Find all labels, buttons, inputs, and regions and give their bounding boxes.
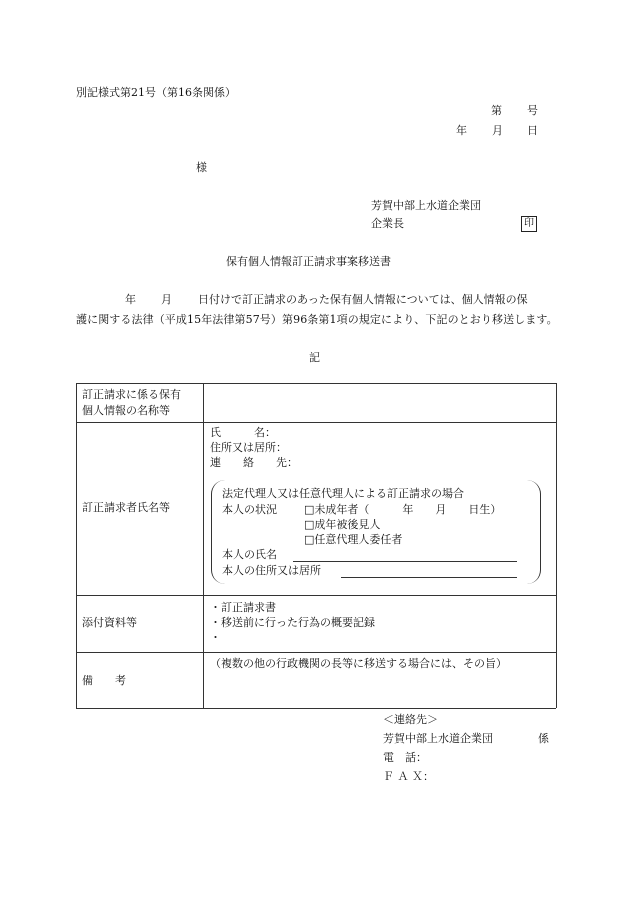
principal-address: [222, 564, 321, 577]
principal-name-label: 本人の氏名: [222, 548, 277, 561]
table-rule: [76, 595, 556, 596]
principal-name: [222, 548, 277, 561]
addressee-suffix: 様: [196, 161, 207, 174]
table-rule: [556, 383, 557, 708]
table-rule: [203, 383, 204, 708]
body-year: 年: [125, 293, 136, 306]
remarks-note: （複数の他の行政機関の長等に移送する場合には、その旨）: [210, 657, 507, 670]
status-option-delegator: □任意代理人委任者: [304, 533, 403, 546]
body-month: 月: [161, 293, 172, 306]
requester-contact-label: 連 絡 先：: [210, 456, 298, 469]
sender-org: 芳賀中部上水道企業団: [371, 199, 481, 212]
row1-label-line1: 訂正請求に係る保有: [82, 388, 181, 401]
table-rule: [76, 708, 556, 709]
requester-address-label: 住所又は居所：: [210, 441, 287, 454]
status-label: 本人の状況: [222, 503, 277, 516]
contact-fax: Ｆ Ａ Ｘ：: [383, 770, 434, 783]
ki-heading: 記: [309, 351, 320, 364]
row2-label: 訂正請求者氏名等: [82, 501, 170, 514]
doc-title: 保有個人情報訂正請求事案移送書: [226, 255, 391, 268]
contact-heading: ＜連絡先＞: [383, 713, 438, 726]
table-rule: [76, 422, 556, 423]
table-rule: [76, 383, 556, 384]
principal-address-label: 本人の住所又は居所: [222, 564, 321, 577]
body-line2: 護に関する法律（平成15年法律第57号）第96条第1項の規定により、下記のとおり移送します。: [76, 313, 558, 326]
contact-kakari: 係: [538, 732, 549, 745]
proxy-heading: 法定代理人又は任意代理人による訂正請求の場合: [222, 487, 464, 500]
form-label: 別記様式第21号（第16条関係）: [76, 86, 236, 99]
table-rule: [76, 652, 556, 653]
requester-name-label: 氏 名：: [210, 426, 276, 439]
principal-name-line: [293, 550, 517, 562]
contact-phone: 電 話：: [383, 751, 427, 764]
attachment-item: ・移送前に行った行為の概要記録: [210, 616, 375, 629]
attachment-item: ・: [210, 631, 221, 644]
transfer-table: [76, 383, 556, 708]
doc-number-dai: 第: [491, 104, 502, 117]
row4-label: 備 考: [82, 674, 126, 687]
principal-address-line: [341, 566, 517, 578]
status-option-guardianship: □成年被後見人: [304, 518, 381, 531]
date-year: 年: [456, 124, 467, 137]
row1-label-line2: 個人情報の名称等: [82, 404, 170, 417]
sender-title: 企業長: [371, 217, 404, 230]
doc-number-go: 号: [527, 104, 538, 117]
body-line1: 日付けで訂正請求のあった保有個人情報については、個人情報の保: [198, 293, 528, 306]
table-rule: [76, 383, 77, 708]
row3-label: 添付資料等: [82, 616, 137, 629]
status-option-minor: □未成年者（ 年 月 日生）: [304, 503, 502, 516]
contact-org: 芳賀中部上水道企業団: [383, 732, 493, 745]
date-month: 月: [492, 124, 503, 137]
attachment-item: ・訂正請求書: [210, 601, 276, 614]
date-day: 日: [527, 124, 538, 137]
seal-stamp: 印: [521, 216, 537, 232]
